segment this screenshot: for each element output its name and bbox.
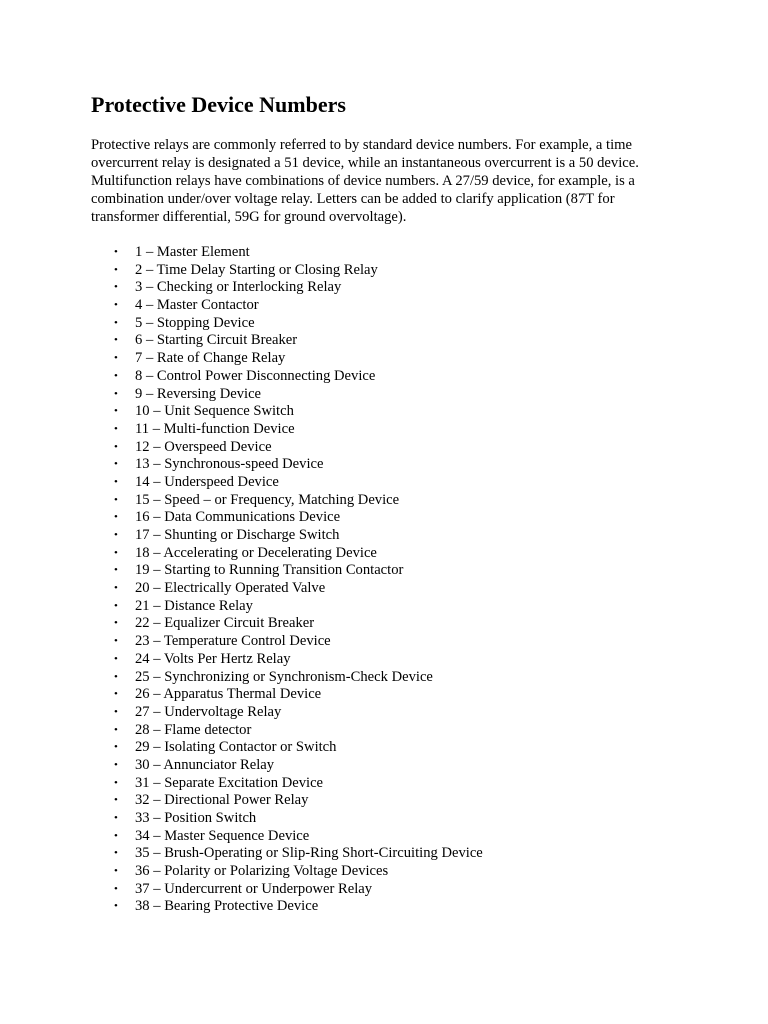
- bullet-icon: •: [114, 564, 118, 577]
- list-item-text: 21 – Distance Relay: [135, 597, 253, 614]
- bullet-icon: •: [114, 582, 118, 595]
- list-item-text: 10 – Unit Sequence Switch: [135, 403, 294, 420]
- list-item-text: 36 – Polarity or Polarizing Voltage Devices: [135, 863, 389, 880]
- bullet-icon: •: [114, 246, 118, 258]
- list-item-text: 4 – Master Contactor: [135, 297, 259, 314]
- list-item-text: 32 – Directional Power Relay: [135, 792, 309, 809]
- list-item-text: 17 – Shunting or Discharge Switch: [135, 527, 340, 543]
- list-item-text: 3 – Checking or Interlocking Relay: [135, 279, 342, 296]
- list-item-text: 8 – Control Power Disconnecting Device: [135, 367, 376, 384]
- list-item-text: 24 – Volts Per Hertz Relay: [135, 650, 291, 667]
- list-item-text: 28 – Flame detector: [135, 721, 252, 738]
- bullet-icon: •: [114, 829, 118, 842]
- bullet-icon: •: [114, 352, 118, 365]
- list-item-text: 22 – Equalizer Circuit Breaker: [135, 615, 315, 632]
- list-item-text: 33 – Position Switch: [135, 810, 257, 826]
- bullet-icon: •: [114, 387, 118, 400]
- bullet-icon: •: [114, 369, 118, 382]
- list-item-text: 13 – Synchronous-speed Device: [135, 456, 324, 473]
- bullet-icon: •: [114, 599, 118, 612]
- page-title: Protective Device Numbers: [91, 92, 346, 117]
- bullet-icon: •: [114, 475, 118, 488]
- list-item-text: 31 – Separate Excitation Device: [135, 774, 324, 791]
- bullet-icon: •: [114, 794, 118, 807]
- bullet-icon: •: [114, 299, 118, 312]
- list-item-text: 25 – Synchronizing or Synchronism-Check Device: [135, 668, 433, 685]
- list-item-text: 38 – Bearing Protective Device: [135, 898, 319, 915]
- list-item-text: 1 – Master Element: [135, 244, 250, 260]
- list-item-text: 23 – Temperature Control Device: [135, 633, 331, 650]
- bullet-icon: •: [114, 900, 118, 913]
- bullet-icon: •: [114, 458, 118, 471]
- list-item-text: 20 – Electrically Operated Valve: [135, 580, 326, 597]
- bullet-icon: •: [114, 776, 118, 789]
- bullet-icon: •: [114, 511, 118, 524]
- list-item-text: 12 – Overspeed Device: [135, 438, 272, 455]
- bullet-icon: •: [114, 281, 118, 294]
- bullet-icon: •: [114, 405, 118, 418]
- bullet-icon: •: [114, 635, 118, 648]
- bullet-icon: •: [114, 263, 118, 276]
- list-item-text: 9 – Reversing Device: [135, 385, 262, 402]
- list-item-text: 27 – Undervoltage Relay: [135, 703, 282, 720]
- bullet-icon: •: [114, 440, 118, 453]
- bullet-icon: •: [114, 670, 118, 683]
- list-item-text: 26 – Apparatus Thermal Device: [135, 686, 322, 703]
- intro-paragraph: Protective relays are commonly referred to by standard device numbers. For example, a time overcurrent relay is designated a 51 device, while an instantaneous overcurrent is a 50 device. Multifunction relays have combinations of device numbers. A 27/59 device, for example, is a combination under/over voltage relay. Letters can be added to clarify application (87T for transformer differential, 59G for ground overvoltage).: [91, 137, 639, 225]
- bullet-icon: •: [114, 493, 118, 506]
- bullet-icon: •: [114, 334, 118, 347]
- list-item-text: 11 – Multi-function Device: [135, 420, 295, 437]
- bullet-icon: •: [114, 546, 118, 559]
- list-item-text: 34 – Master Sequence Device: [135, 827, 310, 844]
- bullet-icon: •: [114, 705, 118, 718]
- bullet-icon: •: [114, 882, 118, 895]
- bullet-icon: •: [114, 688, 118, 701]
- bullet-icon: •: [114, 758, 118, 771]
- bullet-icon: •: [114, 652, 118, 665]
- bullet-icon: •: [114, 812, 118, 824]
- list-item-text: 6 – Starting Circuit Breaker: [135, 332, 298, 349]
- list-item-text: 29 – Isolating Contactor or Switch: [135, 739, 337, 756]
- bullet-icon: •: [114, 316, 118, 329]
- list-item-text: 7 – Rate of Change Relay: [135, 350, 286, 367]
- list-item-text: 19 – Starting to Running Transition Contactor: [135, 562, 404, 579]
- list-item-text: 5 – Stopping Device: [135, 314, 255, 331]
- list-item-text: 14 – Underspeed Device: [135, 473, 279, 490]
- bullet-icon: •: [114, 865, 118, 878]
- list-item-text: 30 – Annunciator Relay: [135, 756, 275, 773]
- list-item-text: 37 – Undercurrent or Underpower Relay: [135, 880, 373, 897]
- bullet-icon: •: [114, 617, 118, 630]
- list-item-text: 18 – Accelerating or Decelerating Device: [135, 544, 377, 561]
- bullet-icon: •: [114, 741, 118, 754]
- list-item-text: 35 – Brush-Operating or Slip-Ring Short-Circuiting Device: [135, 845, 483, 862]
- list-item-text: 2 – Time Delay Starting or Closing Relay: [135, 261, 378, 278]
- bullet-icon: •: [114, 529, 118, 541]
- list-item-text: 16 – Data Communications Device: [135, 509, 341, 526]
- bullet-icon: •: [114, 847, 118, 860]
- bullet-icon: •: [114, 723, 118, 736]
- list-item-text: 15 – Speed – or Frequency, Matching Device: [135, 491, 400, 508]
- bullet-icon: •: [114, 422, 118, 435]
